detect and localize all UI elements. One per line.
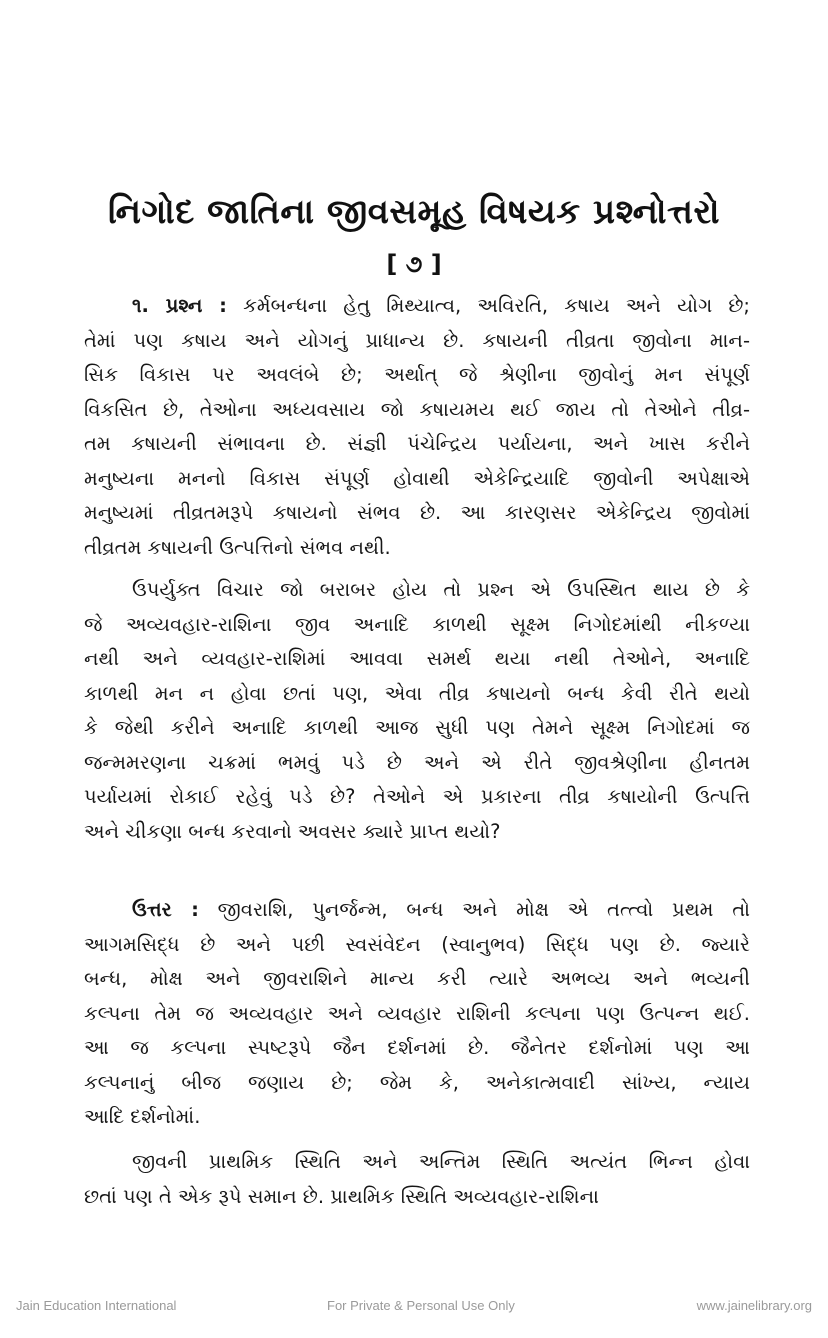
text-line: ઉત્તર : જીવરાશિ, પુનર્જન્મ, બન્ધ અને મોક્ષ એ તત્ત્વો પ્રથમ તો [132, 898, 751, 921]
text-line: કાળથી મન ન હોવા છતાં પણ, એવા તીવ્ર કષાયનો બન્ધ કેવી રીતે થયો [84, 681, 750, 705]
text-line: અને ચીકણા બન્ધ કરવાનો અવસર ક્યારે પ્રાપ્ત થયો? [84, 819, 501, 843]
body-paragraph [84, 1145, 750, 1214]
text-line: આદિ દર્શનોમાં. [84, 1105, 201, 1128]
text-line: ૧. પ્રશ્ન : કર્મબન્ધના હેતુ મિથ્યાત્વ, અવિરતિ, કષાય અને યોગ છે; [132, 294, 750, 317]
question-paragraph [84, 289, 750, 565]
text-line: બન્ધ, મોક્ષ અને જીવરાશિને માન્ય કરી ત્યારે અભવ્ય અને ભવ્યની [84, 967, 750, 990]
text-line: વિકસિત છે, તેઓના અધ્યવસાય જો કષાયમય થઈ જાય તો તેઓને તીવ્ર- [84, 397, 750, 421]
text-line: તીવ્રતમ કષાયની ઉત્પત્તિનો સંભવ નથી. [84, 535, 391, 559]
page-footer [0, 1298, 828, 1318]
text-line: પર્યાયમાં રોકાઈ રહેવું પડે છે? તેઓને એ પ્રકારના તીવ્ર કષાયોની ઉત્પત્તિ [84, 785, 750, 808]
text-line: જીવની પ્રાથમિક સ્થિતિ અને અન્તિમ સ્થિતિ અત્યંત ભિન્ન હોવા [132, 1150, 750, 1173]
footer-website-link[interactable]: www.jainelibrary.org [696, 1298, 812, 1313]
chapter-number: [ ૭ ] [386, 250, 442, 278]
text-line: ઉપર્યુક્ત વિચાર જો બરાબર હોય તો પ્રશ્ન એ ઉપસ્થિત થાય છે કે [132, 578, 750, 601]
text-line: જે અવ્યવહાર-રાશિના જીવ અનાદિ કાળથી સૂક્ષ્મ નિગોદમાંથી નીકળ્યા [84, 612, 750, 636]
text-line: નથી અને વ્યવહાર-રાશિમાં આવવા સમર્થ થયા નથી તેઓને, અનાદિ [84, 647, 750, 670]
text-line: જન્મમરણના ચક્રમાં ભમવું પડે છે અને એ રીતે જીવશ્રેણીના હીનતમ [84, 750, 750, 774]
question-elaboration-paragraph [84, 573, 750, 849]
footer-usage-notice: For Private & Personal Use Only [327, 1298, 515, 1313]
text-line: તમ કષાયની સંભાવના છે. સંજ્ઞી પંચેન્દ્રિય પર્યાયના, અને ખાસ કરીને [84, 432, 750, 455]
answer-paragraph [84, 893, 750, 1135]
text-line: કે જેથી કરીને અનાદિ કાળથી આજ સુધી પણ તેમને સૂક્ષ્મ નિગોદમાં જ [84, 716, 750, 739]
question-label: ૧. પ્રશ્ન : [132, 294, 227, 317]
text-line: મનુષ્યના મનનો વિકાસ સંપૂર્ણ હોવાથી એકેન્દ્રિયાદિ જીવોની અપેક્ષાએ [84, 466, 750, 490]
answer-label: ઉત્તર : [132, 898, 199, 921]
footer-publisher: Jain Education International [16, 1298, 177, 1313]
text-line: કલ્પના તેમ જ અવ્યવહાર અને વ્યવહાર રાશિની કલ્પના પણ ઉત્પન્ન થઈ. [84, 1001, 750, 1025]
text-line: સિક વિકાસ પર અવલંબે છે; અર્થાત્ જે શ્રેણીના જીવોનું મન સંપૂર્ણ [84, 363, 750, 386]
text-line: મનુષ્યમાં તીવ્રતમરૂપે કષાયનો સંભવ છે. આ કારણસર એકેન્દ્રિય જીવોમાં [84, 501, 750, 524]
text-line: કલ્પનાનું બીજ જણાય છે; જેમ કે, અનેકાત્મવાદી સાંખ્ય, ન્યાય [84, 1070, 750, 1094]
page-title: નિગોદ જાતિના જીવસમૂહ વિષયક પ્રશ્નોત્તરો [107, 192, 721, 232]
text-line: તેમાં પણ કષાય અને યોગનું પ્રાધાન્ય છે. કષાયની તીવ્રતા જીવોના માન- [84, 328, 750, 352]
text-line: આ જ કલ્પના સ્પષ્ટરૂપે જૈન દર્શનમાં છે. જૈનેતર દર્શનોમાં પણ આ [84, 1036, 750, 1059]
text-line: છતાં પણ તે એક રૂપે સમાન છે. પ્રાથમિક સ્થિતિ અવ્યવહાર-રાશિના [84, 1184, 599, 1208]
text-line: આગમસિદ્ધ છે અને પછી સ્વસંવેદન (સ્વાનુભવ) સિદ્ધ પણ છે. જ્યારે [84, 932, 750, 956]
